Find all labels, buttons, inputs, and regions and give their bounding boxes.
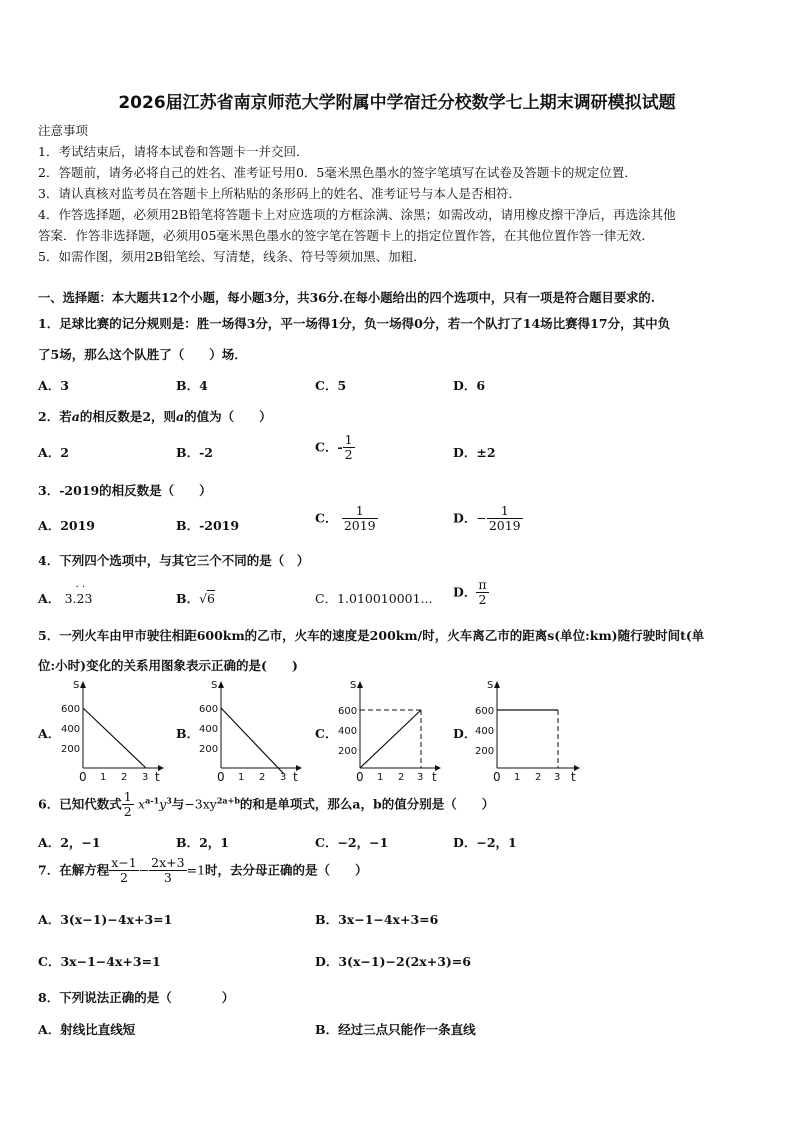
notice-item-3: 3．请认真核对监考员在答题卡上所粘贴的条形码上的姓名、准考证号与本人是否相符． [38,186,521,201]
graph-tick-0: 0 [356,770,364,784]
section-heading: 一、选择题：本大题共12个小题，每小题3分，共36分.在每小题给出的四个选项中，只有一项是符合题目要求的. [38,290,656,305]
q5-line2: 位:小时)变化的关系用图象表示正确的是( ) [38,658,298,673]
graph-y-label: S [211,680,218,691]
q1-option-b: B．4 [176,378,208,393]
graph-tick-400: 400 [199,724,219,735]
graph-tick-3: 3 [554,772,561,783]
graph-tick-1: 1 [238,772,245,783]
q2-option-d: D．±2 [453,445,496,460]
q8-option-a: A．射线比直线短 [38,1022,136,1037]
graph-x-label: t [432,770,437,784]
graph-tick-3: 3 [417,772,424,783]
q6-option-a: A．2，−1 [38,835,101,850]
q8-stem: 8．下列说法正确的是（ ） [38,990,235,1005]
graph-y-label: S [487,680,494,691]
q2-option-c: C．- $\frac{1}{2}$ [315,432,353,463]
graph-tick-600: 600 [199,704,219,715]
q1-option-a: A．3 [38,378,69,393]
graph-tick-200: 200 [338,746,358,757]
graph-tick-400: 400 [338,726,358,737]
graph-tick-200: 200 [475,746,495,757]
q5-graph-b [196,676,306,784]
graph-x-label: t [571,770,576,784]
q3-option-a: A．2019 [38,518,95,533]
graph-tick-2: 2 [398,772,405,783]
graph-tick-1: 1 [377,772,384,783]
graph-y-label: S [350,680,357,691]
graph-y-label: S [73,680,80,691]
q4-option-a: A． · · 3.23 [38,582,93,606]
q4-option-d-fraction: $\frac{\pi}{2}$ [478,577,487,608]
graph-tick-2: 2 [535,772,542,783]
graph-tick-3: 3 [142,772,149,783]
q5-option-d-label: D． [453,726,477,741]
q7-stem: 7．在解方程 $\frac{x-1}{2}$ − $\frac{2x+3}{3}$ =1时，去分母正确的是（ ） [38,855,368,886]
q2-option-b: B．-2 [176,445,213,460]
q2-stem: 2．若a的相反数是2，则a的值为（ ） [38,409,272,424]
graph-tick-1: 1 [514,772,521,783]
notice-item-1: 1．考试结束后，请将本试卷和答题卡一并交回． [38,144,309,159]
q5-graph-d [472,676,584,784]
q2-option-a: A．2 [38,445,69,460]
q1-option-d: D．6 [453,378,486,393]
q6-option-c: C．−2，−1 [315,835,389,850]
q7-option-a: A．3(x−1)−4x+3=1 [38,912,173,927]
graph-tick-200: 200 [199,744,219,755]
graph-tick-2: 2 [259,772,266,783]
graph-tick-1: 1 [100,772,107,783]
q3-option-b: B．-2019 [176,518,240,533]
notice-item-4: 4．作答选择题，必须用2B铅笔将答题卡上对应选项的方框涂满、涂黑；如需改动，请用橡皮擦干净后，再选涂其他 [38,207,676,222]
graph-tick-400: 400 [475,726,495,737]
graph-tick-3: 3 [280,772,287,783]
q1-line1: 1．足球比赛的记分规则是：胜一场得3分，平一场得1分，负一场得0分，若一个队打了14场比赛得17分，其中负 [38,316,671,331]
graph-x-label: t [155,770,160,784]
q6-fraction: $\frac{1}{2}$ [123,789,132,820]
notice-item-4-cont: 答案．作答非选择题，必须用05毫米黑色墨水的签字笔在答题卡上的指定位置作答，在其他位置作答一律无效． [38,228,654,243]
q5-option-c-label: C． [315,726,338,741]
q3-option-d: D．− $\frac{1}{2019}$ [453,503,521,534]
q5-graph-a [58,676,168,784]
notice-item-2: 2．答题前，请务必将自己的姓名、准考证号用0．5毫米黑色墨水的签字笔填写在试卷及答题卡的规定位置． [38,165,637,180]
graph-tick-0: 0 [217,770,225,784]
graph-tick-2: 2 [121,772,128,783]
graph-tick-0: 0 [493,770,501,784]
q1-line2: 了5场，那么这个队胜了（ ）场． [38,347,247,362]
q2-option-c-fraction: $\frac{1}{2}$ [344,432,353,463]
q7-option-b: B．3x−1−4x+3=6 [315,912,439,927]
q4-option-c: C．1.010010001... [315,591,433,606]
q1-option-c: C．5 [315,378,347,393]
q7-fraction-1: $\frac{x-1}{2}$ [111,855,137,886]
q7-option-c: C．3x−1−4x+3=1 [38,954,161,969]
q3-stem: 3．-2019的相反数是（ ） [38,483,212,498]
q5-option-a-label: A． [38,726,61,741]
q3-option-c-fraction: $\frac{1}{2019}$ [343,503,376,534]
graph-x-label: t [293,770,298,784]
graph-tick-0: 0 [79,770,87,784]
q4-stem: 4．下列四个选项中，与其它三个不同的是（ ） [38,553,310,568]
q5-line1: 5．一列火车由甲市驶往相距600km的乙市，火车的速度是200km/时，火车离乙市的距离s(单位:km)随行驶时间t(单 [38,628,705,643]
q8-option-b: B．经过三点只能作一条直线 [315,1022,476,1037]
q7-fraction-2: $\frac{2x+3}{3}$ [151,855,185,886]
notice-item-5: 5．如需作图，须用2B铅笔绘、写清楚，线条、符号等须加黑、加粗． [38,249,426,264]
q4-option-b: B．√6 [176,591,215,606]
graph-tick-600: 600 [338,706,358,717]
q4-option-d: D． $\frac{\pi}{2}$ [453,577,487,608]
graph-tick-200: 200 [61,744,81,755]
q3-option-c: C． $\frac{1}{2019}$ [315,503,376,534]
q5-option-b-label: B． [176,726,200,741]
q5-graph-c [335,676,445,784]
q4-repeating-decimal: · · 3.23 [64,582,93,606]
notice-heading: 注意事项 [38,123,89,138]
graph-tick-600: 600 [475,706,495,717]
q6-stem: 6．已知代数式 $\frac{1}{2}$ $x^{a-1}y^3$与$-3xy^{2a+b}$的和是单项式，那么a，b的值分别是（ ） [38,789,495,820]
page-title: 2026届江苏省南京师范大学附属中学宿迁分校数学七上期末调研模拟试题 [118,93,676,113]
q7-option-d: D．3(x−1)−2(2x+3)=6 [315,954,471,969]
graph-tick-400: 400 [61,724,81,735]
q3-option-d-fraction: $\frac{1}{2019}$ [488,503,521,534]
q6-option-b: B．2，1 [176,835,229,850]
graph-tick-600: 600 [61,704,81,715]
q6-option-d: D．−2，1 [453,835,517,850]
